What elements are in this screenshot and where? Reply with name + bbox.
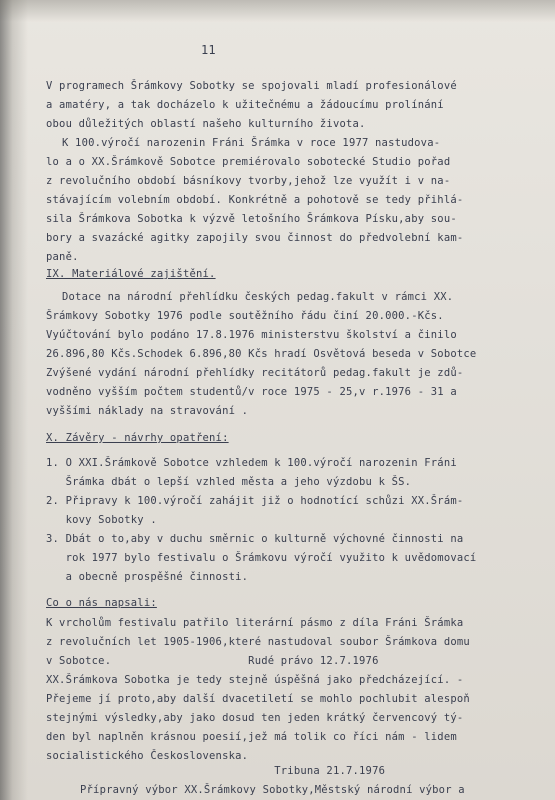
list-item: Šrámka dbát o lepší vzhled města a jeho výzdobu k ŠS. [46,476,412,488]
list-item: 1. O XXI.Šrámkově Sobotce vzhledem k 100.výročí narozenin Fráni [46,457,457,469]
text-line: lo a o XX.Šrámkově Sobotce premiérovalo sobotecké Studio pořad [46,156,451,168]
text-line: obou důležitých oblastí našeho kulturního života. [46,118,366,130]
text-line: Zvýšené vydání národní přehlídky recitátorů pedag.fakult je zdů- [46,367,464,379]
text-line: 26.896,80 Kčs.Schodek 6.896,80 Kčs hradí Osvětová beseda v Sobotce [46,348,477,360]
text-line: vyššími náklady na stravování . [46,405,249,417]
text-line: Vyúčtování bylo podáno 17.8.1976 ministerstvu školství a činilo [46,329,457,341]
text-line: vodněno vyšším počtem studentů/v roce 1975 - 25,v r.1976 - 31 a [46,386,457,398]
text-line: v Sobotce. Rudé právo 12.7.1976 [46,655,379,667]
list-item: rok 1977 bylo festivalu o Šrámkovu výročí využito k uvědomovací [46,552,477,564]
text-line: Šrámkovy Sobotky 1976 podle soutěžního řádu činí 20.000.-Kčs. [46,310,444,322]
text-line: Přejeme jí proto,aby další dvacetiletí se mohlo pochlubit alespoň [46,693,470,705]
text-line: socialistického Československa. [46,750,249,762]
typewritten-document [46,0,546,800]
text-line: den byl naplněn krásnou poesií,jež má tolik co říci nám - lidem [46,731,457,743]
text-line: sila Šrámkova Sobotka k výzvě letošního Šrámkova Písku,aby sou- [46,213,457,225]
page-number: 11 [201,43,216,57]
section-heading: IX. Materiálové zajištění. [46,268,216,280]
text-line: XX.Šrámkova Sobotka je tedy stejně úspěšná jako předcházející. - [46,674,464,686]
text-line: z revolučních let 1905-1906,které nastudoval soubor Šrámkova domu [46,636,470,648]
text-line: Dotace na národní přehlídku českých pedag.fakult v rámci XX. [62,291,454,303]
footer-line: Přípravný výbor XX.Šrámkovy Sobotky,Městský národní výbor a [80,784,465,796]
binding-shadow [0,0,28,800]
text-line: a amatéry, a tak docházelo k užitečnému a žádoucímu prolínání [46,99,444,111]
text-line: Tribuna 21.7.1976 [46,765,386,777]
text-line: paně. [46,251,79,263]
text-line: z revolučního období básníkovy tvorby,jehož lze využít i v na- [46,175,451,187]
text-line: K vrcholům festivalu patřilo literární pásmo z díla Fráni Šrámka [46,617,464,629]
section-heading: Co o nás napsali: [46,597,157,609]
text-line: bory a svazácké agitky zapojily svou činnost do předvolební kam- [46,232,464,244]
text-line: V programech Šrámkovy Sobotky se spojovali mladí profesionálové [46,80,457,92]
list-item: kovy Sobotky . [46,514,157,526]
section-heading: X. Závěry - návrhy opatření: [46,432,229,444]
text-line: stejnými výsledky,aby jako dosud ten jeden krátký červencový tý- [46,712,464,724]
text-line: stávajícím volebním období. Konkrétně a pohotově se tedy přihlá- [46,194,464,206]
list-item: 2. Připravy k 100.výročí zahájit již o hodnotící schůzi XX.Šrám- [46,495,464,507]
list-item: a obecně prospěšné činnosti. [46,571,249,583]
list-item: 3. Dbát o to,aby v duchu směrnic o kulturně výchovné činnosti na [46,533,464,545]
text-line: K 100.výročí narozenin Fráni Šrámka v roce 1977 nastudova- [62,137,441,149]
